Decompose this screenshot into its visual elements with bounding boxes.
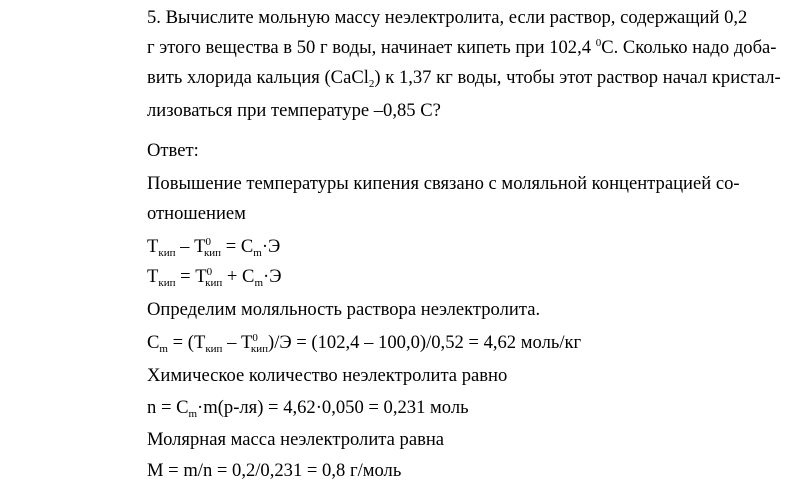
formula-boiling-delta: $Т_{кип} - Т^0_{кип} = С_m\cdot Э$ [147,236,281,259]
intro-line-1: Повышение температуры кипения связано с моляльной концентрацией со- [147,173,740,194]
formula-boiling-point: $Т_{кип} = Т^0_{кип} + С_m\cdot Э$ [147,266,282,289]
intro-line-2: отношением [147,203,246,224]
answer-label: Ответ: [147,140,199,161]
problem-line-2: г этого вещества в 50 г воды, начинает кипеть при 102,4 $^0$С. Сколько надо доба- [147,37,777,58]
molality-heading: Определим моляльность раствора неэлектролита. [147,299,541,320]
problem-line-1: 5. Вычислите мольную массу неэлектролита, если раствор, содержащий 0,2 [147,7,748,28]
formula-amount: $n = С_m\cdot m(р-ля) = 4,62\cdot 0,050 = 0,231$ моль [147,397,469,420]
problem-line-4: лизоваться при температуре –0,85 С? [147,100,441,121]
amount-heading: Химическое количество неэлектролита равно [147,365,508,386]
molar-mass-heading: Молярная масса неэлектролита равна [147,429,445,450]
formula-molality: $С_m = (Т_{кип} - Т^0_{кип})/Э = (102,4 - 100,0)/0,52 = 4,62$ моль/кг [147,332,582,355]
formula-molar-mass: M = m/n = 0,2/0,231 = 0,8 г/моль [147,460,402,481]
problem-line-3: вить хлорида кальция (CaCl$_2$) к 1,37 кг воды, чтобы этот раствор начал кристал- [147,67,781,90]
